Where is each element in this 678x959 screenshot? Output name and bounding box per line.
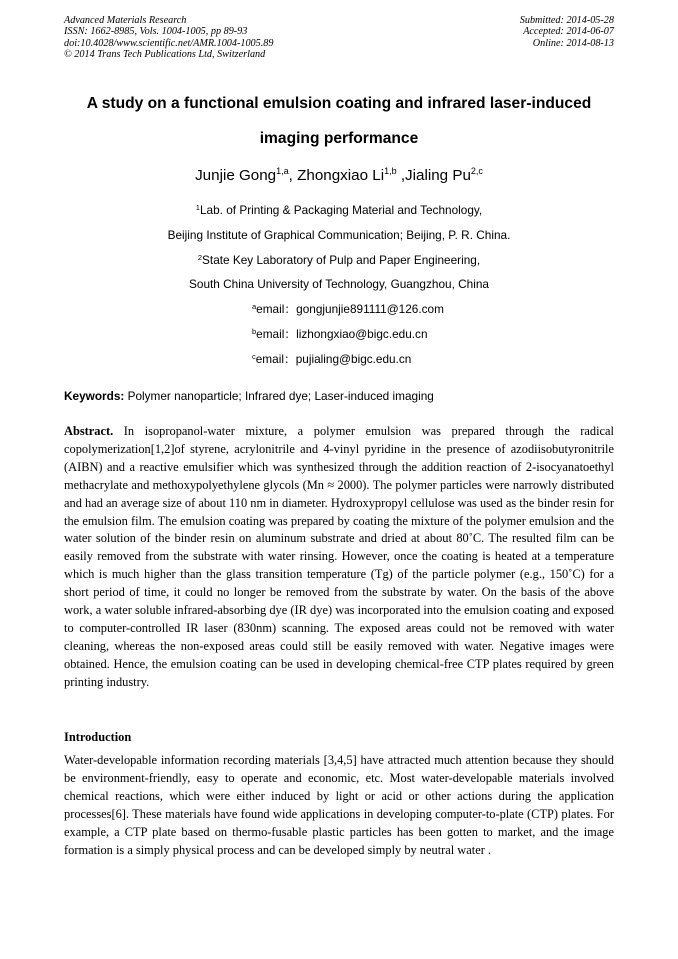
title-line-1: A study on a functional emulsion coating and infrared laser-induced bbox=[86, 95, 592, 112]
introduction-paragraph: Water-developable information recording materials [3,4,5] have attracted much attention because they should be environment-friendly, easy to operate and economic, etc. Most water-developable materials involved chemical reactions, which were either induced by light or acid or other actions during the application processes[6]. These materials have found wide applications in developing computer-to-plate (CTP) plates. For example, a CTP plate based on thermo-fusable plastic particles has been gotten to market, and the image formation is a simply physical process and can be developed simply by neutral water . bbox=[64, 753, 614, 857]
submitted-date: Submitted: 2014-05-28 bbox=[519, 15, 614, 26]
keywords-line bbox=[64, 389, 614, 403]
publication-info bbox=[64, 15, 273, 61]
email-marker: a bbox=[252, 302, 257, 311]
abstract-text: In isopropanol-water mixture, a polymer emulsion was prepared through the radical copolymerization[1,2]of styrene, acrylonitrile and 4-vinyl pyridine in the presence of azodiisobutyronitrile (AIBN) and a reactive emulsifier which was synthesized through the addition reaction of 2-isocyanatoethyl methacrylate and methoxypolyethylene glycols (Mn ≈ 2000). The polymer particles were narrowly distributed and had an average size of about 110 nm in diameter. Hydroxypropyl cellulose was used as the binder resin for the emulsion film. The emulsion coating was prepared by coating the mixture of the polymer emulsion and the water solution of the binder resin on aluminum substrate and dried at about 80˚C. The resulted film can be easily removed from the substrate with water rinsing. However, once the coating is heated at a temperature which is much higher than the glass transition temperature (Tg) of the particle polymer (e.g., 150˚C) for a short period of time, it could no longer be removed from the substrate by water. On the basis of the above work, a water soluble infrared-absorbing dye (IR dye) was incorporated into the emulsion coating and exposed to computer-controlled IR laser (830nm) scanning. The exposed areas could not be removed with water cleaning, whereas the non-exposed areas could still be easily removed with water. Negative images were obtained. Hence, the emulsion coating can be used in developing chemical-free CTP plates required by green printing industry. bbox=[64, 424, 614, 689]
abstract-paragraph bbox=[64, 423, 614, 692]
author-name: Zhongxiao Li bbox=[297, 167, 385, 184]
online-date: Online: 2014-08-13 bbox=[532, 37, 614, 49]
affiliation-1-line-1 bbox=[0, 203, 678, 217]
email-label: email： bbox=[255, 352, 296, 366]
email-label: email： bbox=[256, 327, 297, 341]
keywords-label: Keywords: bbox=[64, 389, 125, 403]
email-address[interactable]: pujialing@bigc.edu.cn bbox=[295, 352, 412, 366]
email-address[interactable]: gongjunjie891111@126.com bbox=[296, 302, 444, 316]
affiliation-marker: 1 bbox=[195, 203, 200, 212]
paper-title bbox=[40, 86, 638, 156]
keywords-text: Polymer nanoparticle; Infrared dye; Laser-induced imaging bbox=[124, 389, 434, 403]
accepted-date: Accepted: 2014-06-07 bbox=[523, 26, 614, 38]
author-affiliation-marker: 1,b bbox=[384, 166, 397, 176]
title-line-2: imaging performance bbox=[259, 130, 419, 147]
author-list bbox=[0, 166, 678, 186]
email-entry bbox=[252, 327, 428, 341]
author-separator: , bbox=[288, 167, 298, 184]
affiliation-2-line-1 bbox=[0, 253, 678, 267]
email-entry bbox=[252, 352, 411, 366]
email-address[interactable]: lizhongxiao@bigc.edu.cn bbox=[296, 327, 428, 341]
author-affiliation-marker: 1,a bbox=[276, 166, 289, 176]
issn-line: ISSN: 1662-8985, Vols. 1004-1005, pp 89-93 bbox=[64, 26, 248, 38]
author-affiliation-marker: 2,c bbox=[470, 166, 483, 176]
submission-dates bbox=[520, 15, 614, 49]
email-entry bbox=[252, 302, 444, 316]
email-marker: c bbox=[252, 352, 256, 361]
email-marker: b bbox=[252, 327, 257, 336]
affiliation-2-line-2: South China University of Technology, Guangzhou, China bbox=[189, 277, 489, 291]
affiliation-marker: 2 bbox=[197, 253, 203, 262]
author-name: Junjie Gong bbox=[195, 167, 277, 184]
affiliation-text: Lab. of Printing & Packaging Material and Technology, bbox=[199, 203, 483, 217]
abstract-label: Abstract. bbox=[64, 424, 114, 438]
journal-name: Advanced Materials Research bbox=[64, 15, 187, 26]
affiliation-1-line-2: Beijing Institute of Graphical Communication; Beijing, P. R. China. bbox=[167, 228, 511, 242]
copyright-line: © 2014 Trans Tech Publications Ltd, Switzerland bbox=[64, 49, 266, 61]
affiliation-text: State Key Laboratory of Pulp and Paper Engineering, bbox=[202, 253, 481, 267]
author-separator: , bbox=[396, 167, 406, 184]
email-label: email： bbox=[256, 302, 297, 316]
introduction-heading: Introduction bbox=[64, 730, 132, 744]
doi-line: doi:10.4028/www.scientific.net/AMR.1004-1005.89 bbox=[64, 37, 274, 49]
author-name: Jialing Pu bbox=[405, 167, 471, 184]
